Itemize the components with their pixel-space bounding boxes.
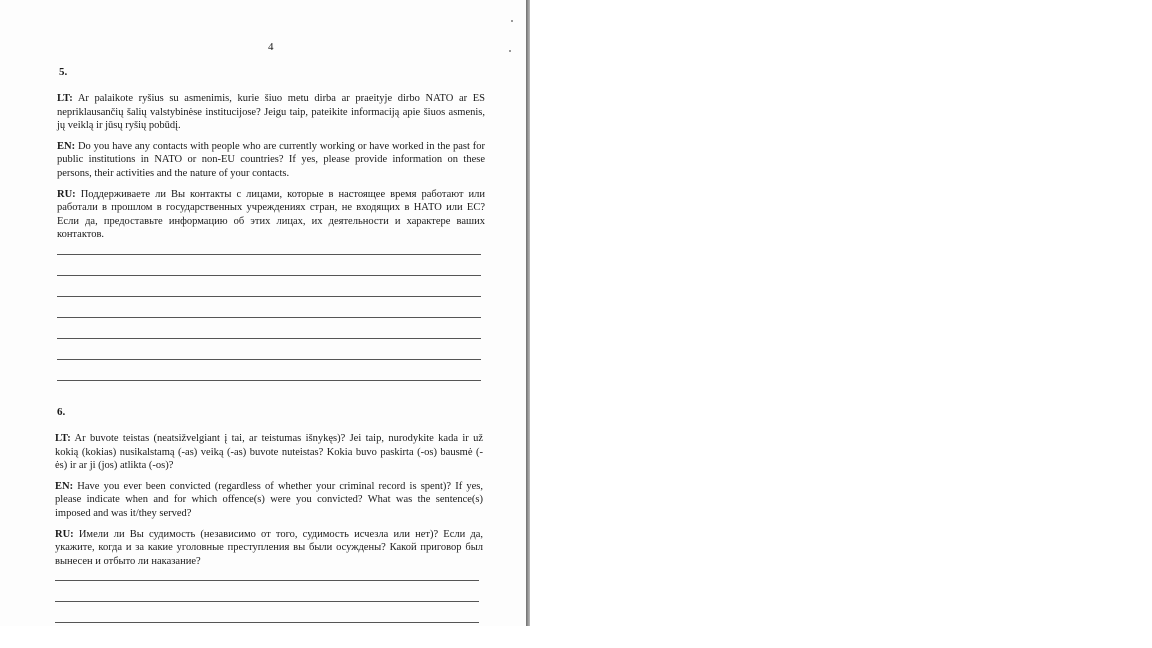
- question-text-lt: [57, 92, 485, 133]
- question-text-ru: [57, 188, 485, 242]
- lang-label: RU:: [55, 528, 74, 540]
- question-number: 6.: [57, 406, 66, 418]
- question-number: 5.: [59, 66, 68, 78]
- answer-line[interactable]: [57, 317, 481, 318]
- answer-line[interactable]: [57, 254, 481, 255]
- answer-line[interactable]: [57, 380, 481, 381]
- answer-lines[interactable]: [55, 580, 483, 623]
- question-5: [57, 66, 485, 401]
- paragraph-text: Have you ever been convicted (regardless of whether your criminal record is spent)? If yes, please indicate when and for which offence(s) were you convicted? What was the sentence(s) imposed and was it/they served?: [55, 480, 484, 519]
- question-text-en: [57, 140, 485, 181]
- page-edge-shadow: [526, 0, 530, 626]
- paragraph-text: Do you have any contacts with people who are currently working or have worked in the past for public institutions in NATO or non-EU countries? If yes, please provide information on these persons, their activities and the nature of your contacts.: [57, 140, 485, 179]
- answer-line[interactable]: [55, 622, 479, 623]
- question-6: [55, 406, 483, 626]
- answer-line[interactable]: [57, 338, 481, 339]
- page-number: 4: [268, 41, 274, 53]
- lang-label: LT:: [57, 93, 73, 104]
- lang-label: EN:: [57, 140, 76, 152]
- scan-speck: [509, 50, 511, 52]
- question-text-en: [55, 480, 483, 521]
- scanned-page: [0, 0, 526, 626]
- question-text-ru: [55, 528, 483, 569]
- answer-line[interactable]: [57, 359, 481, 360]
- answer-line[interactable]: [57, 296, 481, 297]
- question-text-lt: [55, 432, 483, 473]
- answer-line[interactable]: [55, 580, 479, 581]
- answer-lines[interactable]: [57, 254, 485, 381]
- answer-line[interactable]: [57, 275, 481, 276]
- paragraph-text: Ar buvote teistas (neatsižvelgiant į tai, ar teistumas išnykęs)? Jei taip, nurodykite kada ir už kokią (kokias) nusikalstamą (-as) veiką (-as) buvote nuteistas? Kokia buvo paskirta (-os) bausmė (-ės) ir ar ji (jos) atlikta (-os)?: [55, 433, 484, 472]
- lang-label: EN:: [55, 480, 74, 492]
- scan-speck: [511, 20, 513, 22]
- paragraph-text: Ar palaikote ryšius su asmenimis, kurie šiuo metu dirba ar praeityje dirbo NATO ar ES nepriklausančių šalių valstybinėse institucijose? Jeigu taip, pateikite informaciją apie šiuos asmenis, jų veiklą ir jūsų ryšių pobūdį.: [57, 93, 485, 132]
- lang-label: RU:: [57, 188, 76, 200]
- paragraph-text: Поддерживаете ли Вы контакты с лицами, которые в настоящее время работают или работали в прошлом в государственных учреждениях стран, не входящих в НАТО или ЕС? Если да, предоставьте информацию об этих лицах, их деятельности и характере ваших контактов.: [57, 188, 486, 241]
- answer-line[interactable]: [55, 601, 479, 602]
- lang-label: LT:: [55, 433, 71, 444]
- paragraph-text: Имели ли Вы судимость (независимо от того, судимость исчезла или нет)? Если да, укажите, когда и за какие уголовные преступления вы были осуждены? Какой приговор был вынесен и отбыто ли наказание?: [55, 528, 484, 567]
